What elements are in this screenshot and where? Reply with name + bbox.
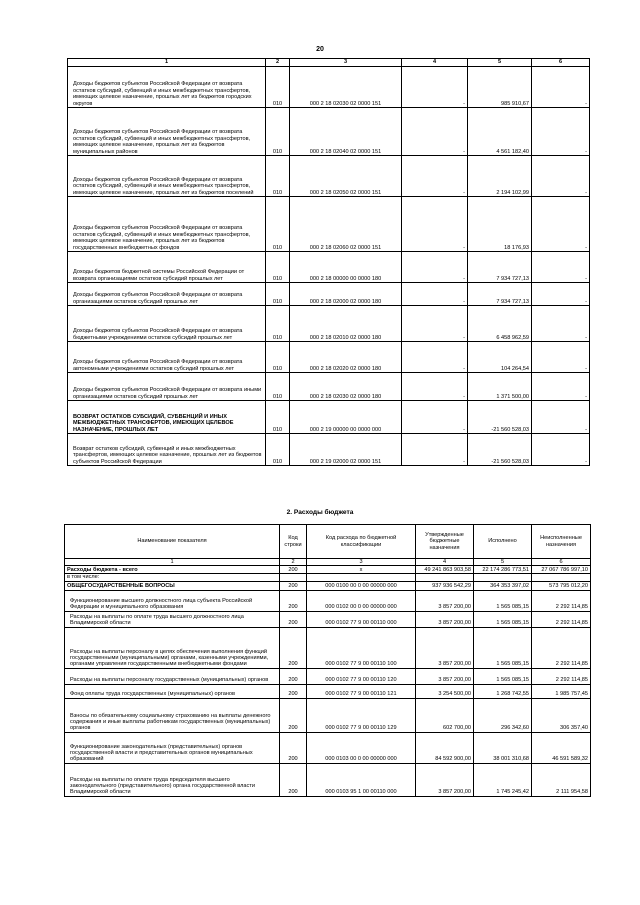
row-class: 000 0102 77 9 00 00110 129 [307,698,416,732]
row-unexecuted: 1 985 757,45 [532,684,591,698]
row-code: 010 [266,401,290,434]
row-class: 000 0103 00 0 00 00000 000 [307,732,416,763]
row-name: Доходы бюджетов субъектов Российской Федерации от возврата иными организациями остатков субсидий прошлых лет [68,373,266,401]
expense-row [65,732,591,763]
row-unexecuted: - [532,252,590,283]
row-name: Расходы бюджета - всего [65,566,280,574]
row-approved: 84 592 900,00 [416,732,474,763]
row-executed: 1 371 500,00 [468,373,532,401]
row-class: 000 2 18 02020 02 0000 180 [290,342,402,373]
row-executed: 1 565 085,15 [474,627,532,668]
row-code: 010 [266,156,290,197]
row-code: 010 [266,434,290,466]
expense-row [65,627,591,668]
row-approved: 49 241 863 903,58 [416,566,474,574]
row-name: Доходы бюджетов бюджетной системы Российской Федерации от возврата организациями остатков субсидий прошлых лет [68,252,266,283]
row-unexecuted: - [532,156,590,197]
expense-row [65,566,591,574]
income-row [68,67,590,108]
row-code: 010 [266,252,290,283]
row-approved: 3 857 200,00 [416,590,474,611]
row-approved: 3 857 200,00 [416,668,474,684]
income-header-row [68,59,590,67]
income-table [67,58,590,466]
row-name: Доходы бюджетов субъектов Российской Федерации от возврата бюджетными учреждениями остатков субсидий прошлых лет [68,306,266,342]
row-approved: - [402,434,468,466]
row-code: 200 [280,668,307,684]
row-class: 000 0102 00 0 00 00000 000 [307,590,416,611]
row-executed: 1 565 085,15 [474,611,532,627]
column-number: 5 [474,559,532,566]
row-executed: 1 565 085,15 [474,668,532,684]
row-class: 000 0102 77 9 00 00110 121 [307,684,416,698]
row-code: 010 [266,67,290,108]
income-row [68,252,590,283]
row-unexecuted: 2 111 954,58 [532,763,591,796]
row-code: 200 [280,627,307,668]
row-code: 010 [266,108,290,156]
row-executed: 7 934 727,13 [468,283,532,306]
expense-row [65,698,591,732]
expense-row [65,611,591,627]
row-executed: 296 342,60 [474,698,532,732]
row-name: Доходы бюджетов субъектов Российской Федерации от возврата остатков субсидий, субвенций и иных межбюджетных трансфертов, имеющих целевое назначение, прошлых лет из бюджетов государственных внебюджетных фондов [68,197,266,252]
header-approved: Утвержденные бюджетные назначения [416,525,474,559]
row-approved: 3 857 200,00 [416,763,474,796]
row-approved: - [402,283,468,306]
row-class: 000 0102 77 9 00 00110 000 [307,611,416,627]
income-row [68,373,590,401]
income-row [68,342,590,373]
row-name: Возврат остатков субсидий, субвенций и иных межбюджетных трансфертов, имеющих целевое назначение, прошлых лет из бюджетов субъектов Российской Федерации [68,434,266,466]
row-approved: - [402,306,468,342]
row-class: 000 2 18 02050 02 0000 151 [290,156,402,197]
row-code [280,574,307,581]
income-row [68,283,590,306]
row-approved: - [402,197,468,252]
row-executed: -21 560 528,03 [468,401,532,434]
row-executed: 6 458 962,59 [468,306,532,342]
row-executed: 1 268 742,55 [474,684,532,698]
row-name: Доходы бюджетов субъектов Российской Федерации от возврата автономными учреждениями остатков субсидий прошлых лет [68,342,266,373]
row-approved: - [402,108,468,156]
row-code: 010 [266,373,290,401]
row-class: 000 0103 95 1 00 00110 000 [307,763,416,796]
row-class: 000 2 19 00000 00 0000 000 [290,401,402,434]
row-class [307,574,416,581]
row-executed: 18 176,93 [468,197,532,252]
row-approved: - [402,373,468,401]
row-name: Расходы на выплаты по оплате труда председателя высшего законодательного (представительного) органа государственной власти Владимирской области [65,763,280,796]
income-col-header: 2 [266,59,290,67]
row-executed: 104 264,54 [468,342,532,373]
row-class: 000 2 18 00000 00 0000 180 [290,252,402,283]
income-col-header: 6 [532,59,590,67]
row-approved: - [402,401,468,434]
income-row [68,401,590,434]
income-col-header: 3 [290,59,402,67]
row-unexecuted: - [532,401,590,434]
row-unexecuted: - [532,67,590,108]
row-code: 010 [266,342,290,373]
expense-row [65,574,591,581]
row-executed: 22 174 286 773,51 [474,566,532,574]
row-unexecuted [532,574,591,581]
income-col-header: 5 [468,59,532,67]
row-code: 010 [266,197,290,252]
row-unexecuted: 2 292 114,85 [532,627,591,668]
page-number: 20 [316,46,324,53]
row-code: 200 [280,763,307,796]
row-executed: -21 560 528,03 [468,434,532,466]
row-name: Доходы бюджетов субъектов Российской Федерации от возврата остатков субсидий, субвенций и иных межбюджетных трансфертов, имеющих целевое назначение, прошлых лет из бюджетов городских округов [68,67,266,108]
expense-table [64,524,591,797]
row-unexecuted: - [532,283,590,306]
row-unexecuted: 306 357,40 [532,698,591,732]
row-unexecuted: 2 292 114,85 [532,668,591,684]
header-name: Наименование показателя [65,525,280,559]
row-unexecuted: - [532,373,590,401]
expense-row [65,581,591,590]
row-unexecuted: - [532,197,590,252]
row-executed: 38 001 310,68 [474,732,532,763]
row-unexecuted: 46 591 589,32 [532,732,591,763]
row-class: 000 0102 77 9 00 00110 120 [307,668,416,684]
row-executed: 1 745 245,42 [474,763,532,796]
row-name: Доходы бюджетов субъектов Российской Федерации от возврата остатков субсидий, субвенций и иных межбюджетных трансфертов, имеющих целевое назначение, прошлых лет из бюджетов поселений [68,156,266,197]
row-name: Расходы на выплаты персоналу государственных (муниципальных) органов [65,668,280,684]
income-row [68,434,590,466]
income-row [68,306,590,342]
row-name: Взносы по обязательному социальному страхованию на выплаты денежного содержания и иные выплаты работникам государственных (муниципальных) органов [65,698,280,732]
column-number: 3 [307,559,416,566]
row-class: 000 2 18 02010 02 0000 180 [290,306,402,342]
row-approved: 937 936 542,29 [416,581,474,590]
row-unexecuted: - [532,306,590,342]
row-unexecuted: 573 795 012,20 [532,581,591,590]
income-row [68,156,590,197]
row-code: 200 [280,732,307,763]
row-approved: 3 857 200,00 [416,627,474,668]
row-executed: 985 910,67 [468,67,532,108]
row-unexecuted: 2 292 114,85 [532,590,591,611]
expense-row [65,668,591,684]
row-approved: - [402,67,468,108]
row-code: 200 [280,611,307,627]
row-executed: 364 353 397,02 [474,581,532,590]
row-class: 000 0100 00 0 00 00000 000 [307,581,416,590]
column-number: 1 [65,559,280,566]
row-approved: - [402,156,468,197]
row-class: x [307,566,416,574]
expense-row [65,684,591,698]
row-name: Фонд оплаты труда государственных (муниципальных) органов [65,684,280,698]
row-approved [416,574,474,581]
income-row [68,197,590,252]
row-class: 000 2 18 02060 02 0000 151 [290,197,402,252]
row-code: 010 [266,306,290,342]
column-number: 6 [532,559,591,566]
expense-number-row [65,559,591,566]
row-code: 010 [266,283,290,306]
row-class: 000 2 18 02000 02 0000 180 [290,283,402,306]
column-number: 2 [280,559,307,566]
row-class: 000 2 19 02000 02 0000 151 [290,434,402,466]
row-unexecuted: - [532,108,590,156]
header-class: Код расхода по бюджетной классификации [307,525,416,559]
row-name: Функционирование законодательных (представительных) органов государственной власти и представительных органов муниципальных образований [65,732,280,763]
row-code: 200 [280,590,307,611]
row-name: ВОЗВРАТ ОСТАТКОВ СУБСИДИЙ, СУБВЕНЦИЙ И ИНЫХ МЕЖБЮДЖЕТНЫХ ТРАНСФЕРТОВ, ИМЕЮЩИХ ЦЕЛЕВОЕ НАЗНАЧЕНИЕ, ПРОШЛЫХ ЛЕТ [68,401,266,434]
row-unexecuted: 27 067 786 997,10 [532,566,591,574]
header-unexecuted: Неисполненные назначения [532,525,591,559]
income-col-header: 4 [402,59,468,67]
row-class: 000 2 18 02030 02 0000 180 [290,373,402,401]
row-name: Расходы на выплаты по оплате труда высшего должностного лица Владимирской области [65,611,280,627]
row-executed: 4 561 182,40 [468,108,532,156]
income-row [68,108,590,156]
row-name: ОБЩЕГОСУДАРСТВЕННЫЕ ВОПРОСЫ [65,581,280,590]
row-name: Функционирование высшего должностного лица субъекта Российской Федерации и муниципального образования [65,590,280,611]
row-code: 200 [280,684,307,698]
row-class: 000 2 18 02040 02 0000 151 [290,108,402,156]
row-approved: 3 857 200,00 [416,611,474,627]
header-executed: Исполнено [474,525,532,559]
column-number: 4 [416,559,474,566]
row-name: Доходы бюджетов субъектов Российской Федерации от возврата остатков субсидий, субвенций и иных межбюджетных трансфертов, имеющих целевое назначение, прошлых лет из бюджетов муниципальных районов [68,108,266,156]
row-approved: - [402,252,468,283]
expense-row [65,763,591,796]
row-executed: 2 194 102,99 [468,156,532,197]
expense-row [65,590,591,611]
row-executed: 1 565 085,15 [474,590,532,611]
row-code: 200 [280,566,307,574]
row-name: Расходы на выплаты персоналу в целях обеспечения выполнения функций государственными (муниципальными) органами, казенными учреждениями, органами управления государственными внебюджетными фондами [65,627,280,668]
row-code: 200 [280,581,307,590]
section-title: 2. Расходы бюджета [286,509,354,516]
row-class: 000 2 18 02030 02 0000 151 [290,67,402,108]
row-unexecuted: 2 292 114,85 [532,611,591,627]
row-executed [474,574,532,581]
row-class: 000 0102 77 9 00 00110 100 [307,627,416,668]
row-approved: - [402,342,468,373]
header-code: Код строки [280,525,307,559]
row-approved: 602 700,00 [416,698,474,732]
row-unexecuted: - [532,342,590,373]
row-name: в том числе: [65,574,280,581]
row-approved: 3 254 500,00 [416,684,474,698]
row-code: 200 [280,698,307,732]
row-name: Доходы бюджетов субъектов Российской Федерации от возврата организациями остатков субсидий прошлых лет [68,283,266,306]
row-unexecuted: - [532,434,590,466]
expense-header-row [65,525,591,559]
row-executed: 7 934 727,13 [468,252,532,283]
income-col-header: 1 [68,59,266,67]
